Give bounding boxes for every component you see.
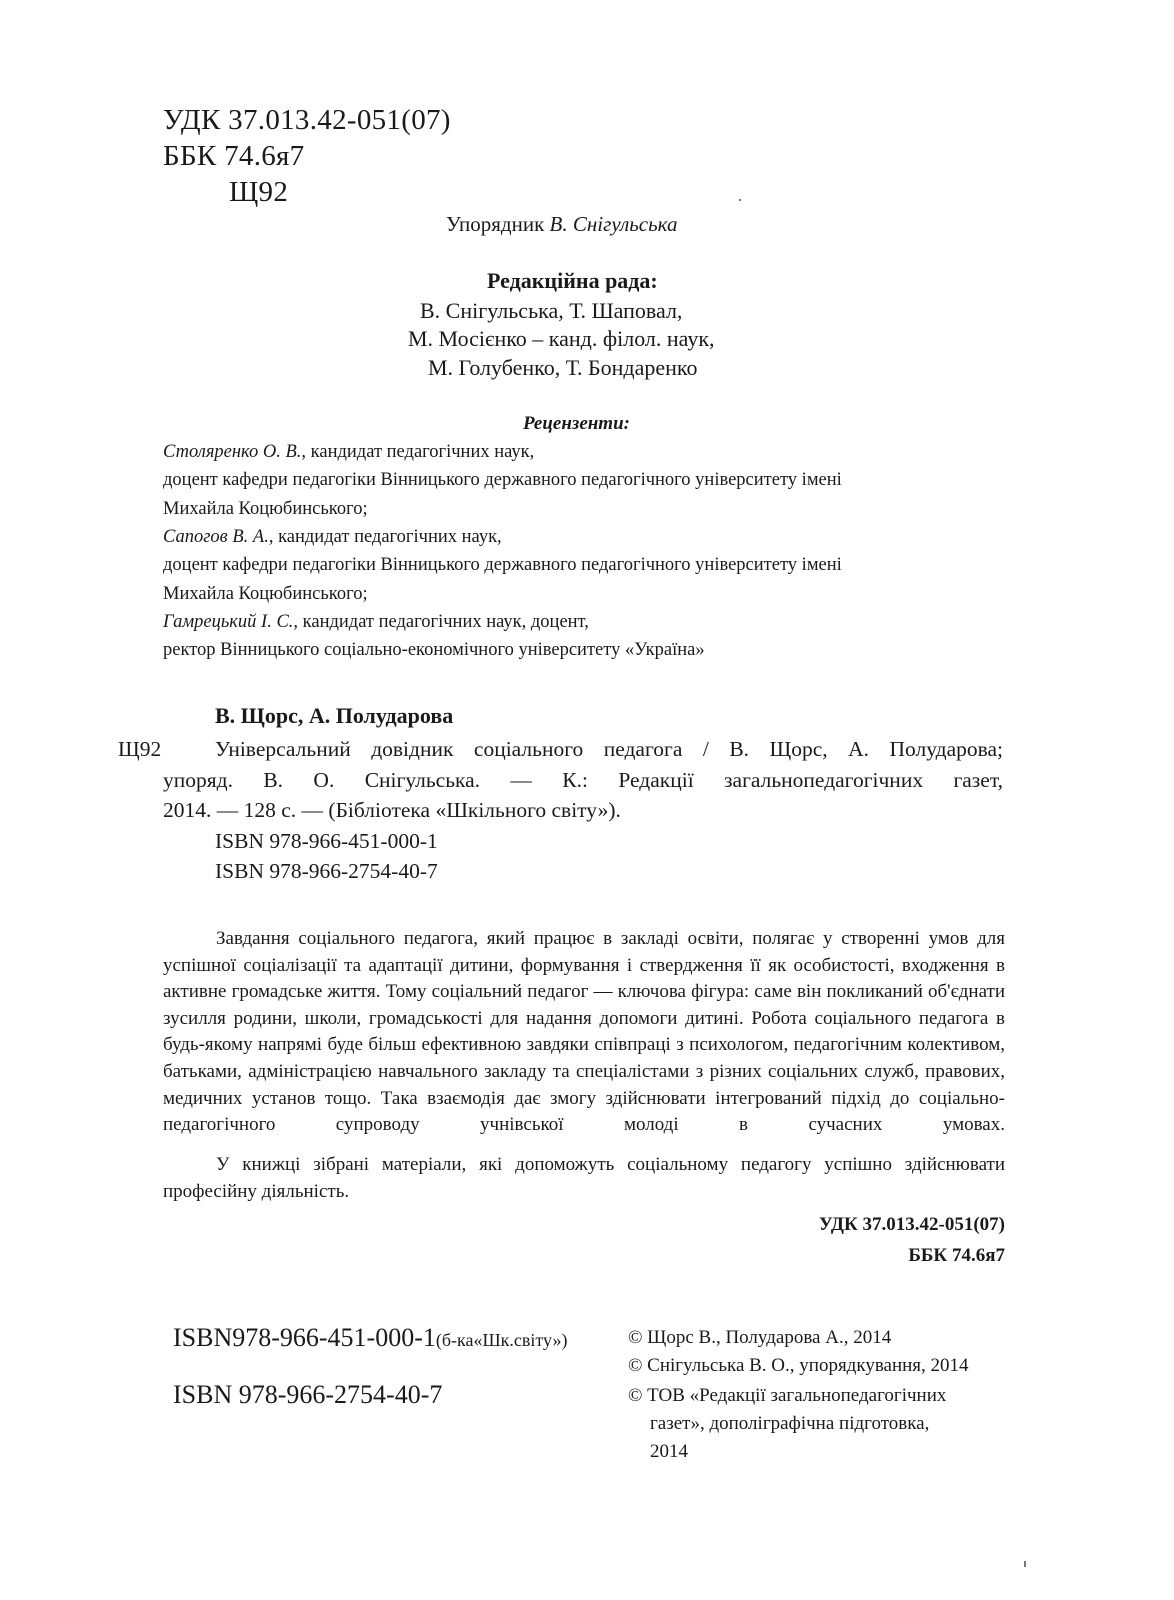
reviewer-name: Сапогов В. А. <box>163 527 269 547</box>
isbn-number: ISBN978-966-451-000-1 <box>173 1323 436 1352</box>
bbk-code: ББК 74.6я7 <box>163 140 305 172</box>
bib-line: упоряд. В. О. Снігульська. — К.: Редакції загальнопедагогічних газет, <box>163 768 1003 792</box>
udk-code-bold: УДК 37.013.42-051(07) <box>818 1214 1005 1235</box>
copyright-line: © ТОВ «Редакції загальнопедагогічних <box>628 1385 947 1406</box>
isbn-number: ISBN 978-966-2754-40-7 <box>173 1380 443 1409</box>
reviewer-line: Гамрецький І. С., кандидат педагогічних наук, доцент, <box>163 612 589 632</box>
isbn-note: (б-ка«Шк.світу») <box>435 1330 568 1350</box>
reviewer-line: Столяренко О. В., кандидат педагогічних наук, <box>163 442 535 462</box>
reviewer-name: Гамрецький І. С. <box>163 612 294 632</box>
copyright-line: © Щорс В., Полударова А., 2014 <box>628 1327 892 1348</box>
reviewers-title: Рецензенти: <box>523 413 630 434</box>
bib-isbn: ISBN 978-966-2754-40-7 <box>215 859 438 883</box>
bib-authors: В. Щорс, А. Полударова <box>215 703 454 728</box>
compiler-line <box>446 212 677 237</box>
reviewer-line: Михайла Коцюбинського; <box>163 584 368 604</box>
reviewer-line: Михайла Коцюбинського; <box>163 499 368 519</box>
reviewer-line: ректор Вінницького соціально-економічного університету «Україна» <box>163 640 705 660</box>
scan-speck <box>739 199 741 201</box>
reviewer-line: доцент кафедри педагогіки Вінницького державного педагогічного університету імені <box>163 555 842 575</box>
copyright-line: газет», дополіграфічна підготовка, <box>650 1413 930 1434</box>
udk-code: УДК 37.013.42-051(07) <box>163 104 451 136</box>
bib-author-mark: Щ92 <box>118 737 162 761</box>
scan-speck <box>1024 1561 1026 1567</box>
bbk-code-bold: ББК 74.6я7 <box>908 1245 1005 1266</box>
isbn-block-1 <box>173 1323 567 1353</box>
reviewer-line: Сапогов В. А., кандидат педагогічних наук, <box>163 527 502 547</box>
bib-line: Універсальний довідник соціального педагога / В. Щорс, А. Полударова; <box>215 737 1003 761</box>
compiler-label: Упорядник <box>446 212 545 236</box>
compiler-name: В. Снігульська <box>549 212 678 236</box>
author-mark: Щ92 <box>229 176 289 208</box>
annotation-paragraph: Завдання соціального педагога, який працює в закладі освіти, полягає у створенні умов для успішної соціалізації та адаптації дитини, формування і ствердження її як особистості, входження в активне громадське життя. Тому соціальний педагог — ключова фігура: саме він покликаний об'єднати зусилля родини, школи, громадськості для надання допомоги дитині. Робота соціального педагога в будь-якому напрямі буде більш ефективною завдяки співпраці з психологом, педагогічним колективом, батьками, адміністрацією навчального закладу та спеціалістами з різних соціальних служб, правових, медичних установ тощо. Така взаємодія дає змогу здійснювати інтегрований підхід до соціально-педагогічного супроводу учнівської молоді в сучасних умовах. <box>163 928 1005 1136</box>
copyright-line: © Снігульська В. О., упорядкування, 2014 <box>628 1355 969 1376</box>
reviewer-name: Столяренко О. В. <box>163 442 302 462</box>
reviewer-line: доцент кафедри педагогіки Вінницького державного педагогічного університету імені <box>163 470 842 490</box>
annotation-paragraph: У книжці зібрані матеріали, які допоможуть соціальному педагогу успішно здійснювати професійну діяльність. <box>163 1154 1005 1202</box>
editorial-board-title: Редакційна рада: <box>487 268 658 293</box>
bib-isbn: ISBN 978-966-451-000-1 <box>215 829 438 853</box>
bib-line: 2014. — 128 с. — (Бібліотека «Шкільного світу»). <box>163 798 621 822</box>
editorial-board-line: В. Снігульська, Т. Шаповал, <box>420 298 683 323</box>
editorial-board-line: М. Голубенко, Т. Бондаренко <box>428 355 698 380</box>
copyright-line: 2014 <box>650 1441 688 1462</box>
editorial-board-line: М. Мосієнко – канд. філол. наук, <box>408 326 715 351</box>
